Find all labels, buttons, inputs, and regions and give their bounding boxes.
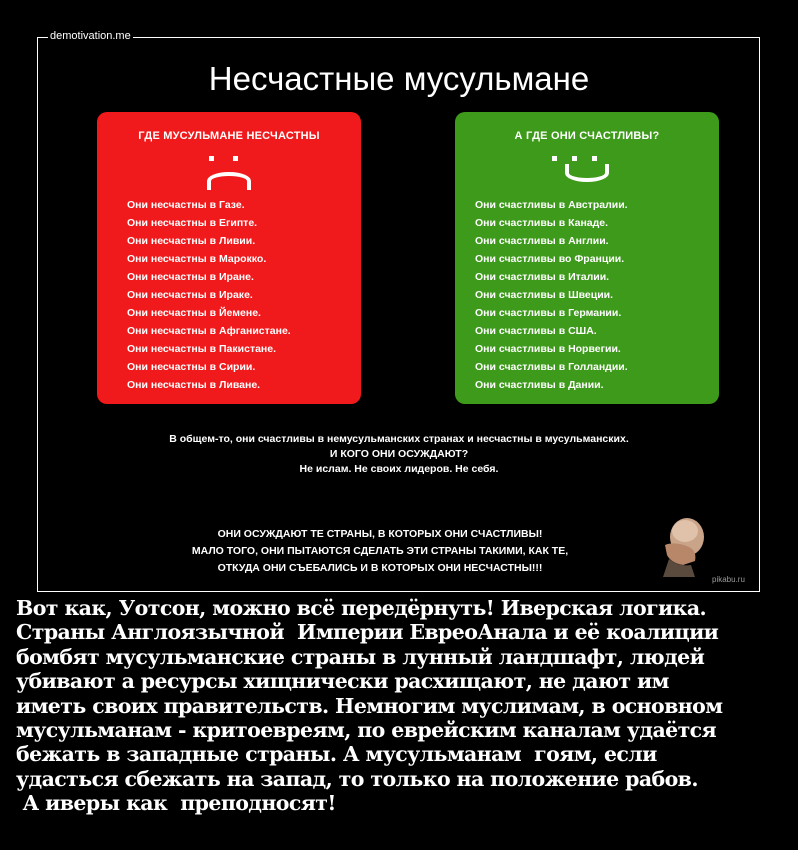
unhappy-panel: [97, 112, 361, 404]
caption-line: бежать в западные страны. А мусульманам гоям, если: [16, 742, 657, 767]
list-item: Они счастливы в Норвегии.: [475, 343, 621, 355]
list-item: Они счастливы в Канаде.: [475, 217, 609, 229]
caption-line: убивают а ресурсы хищнически расхищают, не дают им: [16, 669, 669, 694]
list-item: Они несчастны в Ливане.: [127, 379, 261, 391]
caption-line: удасться сбежать на запад, то только на положение рабов.: [16, 766, 698, 791]
list-item: Они несчастны в Египте.: [127, 217, 258, 229]
list-item: Они счастливы в Дании.: [475, 379, 604, 391]
watermark: demotivation.me: [50, 30, 131, 42]
warning-line: МАЛО ТОГО, ОНИ ПЫТАЮТСЯ СДЕЛАТЬ ЭТИ СТРАНЫ ТАКИМИ, КАК ТЕ,: [191, 545, 569, 557]
caption-line: бомбят мусульманские страны в лунный ландшафт, людей: [16, 644, 705, 669]
unhappy-heading: ГДЕ МУСУЛЬМАНЕ НЕСЧАСТНЫ: [138, 130, 320, 142]
caption-line: А иверы как преподносят!: [16, 791, 336, 816]
caption-line: Вот как, Уотсон, можно всё передёрнуть! Иверская логика.: [16, 596, 707, 620]
sad-face-icon: [97, 146, 361, 196]
list-item: Они счастливы во Франции.: [475, 253, 625, 265]
caption-line: иметь своих правительств. Немногим муслимам, в основном: [16, 693, 723, 718]
list-item: Они счастливы в Англии.: [475, 235, 609, 247]
happy-country-list: [455, 196, 719, 394]
source-mark: pikabu.ru: [712, 575, 745, 584]
list-item: Они счастливы в Швеции.: [475, 289, 614, 301]
happy-panel: [455, 112, 719, 404]
unhappy-country-list: [97, 196, 361, 394]
list-item: Они несчастны в Газе.: [127, 199, 245, 211]
poster-title: Несчастные мусульмане: [208, 60, 590, 97]
list-item: Они несчастны в Ливии.: [127, 235, 256, 247]
list-item: Они несчастны в Ираке.: [127, 289, 253, 301]
happy-heading: А ГДЕ ОНИ СЧАСТЛИВЫ?: [514, 130, 660, 142]
caption-text: [16, 596, 791, 816]
summary-line: И КОГО ОНИ ОСУЖДАЮТ?: [329, 448, 469, 460]
summary-text: [0, 432, 798, 477]
warning-text: [100, 526, 660, 577]
list-item: Они несчастны в Пакистане.: [127, 343, 277, 355]
warning-line: ОТКУДА ОНИ СЪЕБАЛИСЬ И В КОТОРЫХ ОНИ НЕСЧАСТНЫ!!!: [217, 562, 543, 574]
happy-face-icon: [455, 146, 719, 196]
list-item: Они несчастны в Иране.: [127, 271, 254, 283]
summary-line: В общем-то, они счастливы в немусульманских странах и несчастны в мусульманских.: [169, 433, 629, 445]
list-item: Они счастливы в Австралии.: [475, 199, 628, 211]
list-item: Они счастливы в Голландии.: [475, 361, 628, 373]
list-item: Они несчастны в Сирии.: [127, 361, 256, 373]
facepalm-icon: [661, 515, 709, 577]
summary-line: Не ислам. Не своих лидеров. Не себя.: [299, 463, 499, 475]
caption-line: мусульманам - критоевреям, по еврейским каналам удаётся: [16, 718, 717, 743]
list-item: Они несчастны в Афганистане.: [127, 325, 291, 337]
list-item: Они счастливы в Италии.: [475, 271, 610, 283]
warning-line: ОНИ ОСУЖДАЮТ ТЕ СТРАНЫ, В КОТОРЫХ ОНИ СЧАСТЛИВЫ!: [217, 528, 543, 540]
caption-line: Страны Англоязычной Империи ЕвреоАнала и её коалиции: [16, 620, 719, 645]
list-item: Они счастливы в США.: [475, 325, 597, 337]
list-item: Они несчастны в Йемене.: [127, 307, 261, 319]
list-item: Они счастливы в Германии.: [475, 307, 622, 319]
list-item: Они несчастны в Марокко.: [127, 253, 267, 265]
